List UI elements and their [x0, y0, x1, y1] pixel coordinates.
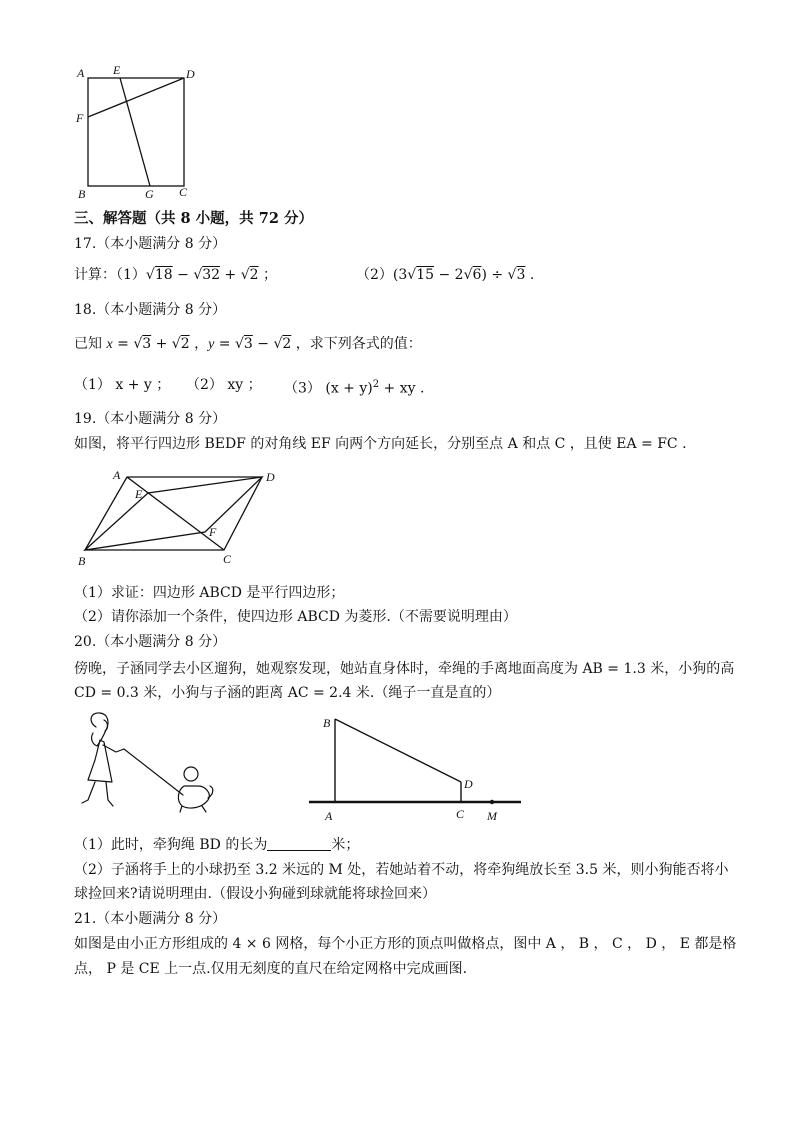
- punct: ；: [258, 267, 277, 283]
- label-e: E: [135, 487, 143, 501]
- label-f: F: [76, 111, 84, 125]
- point-m: [490, 800, 494, 804]
- op: =: [214, 336, 235, 352]
- text: 米；: [331, 837, 360, 853]
- op: ): [481, 267, 487, 283]
- label-a: A: [325, 809, 333, 823]
- label-d: D: [464, 777, 473, 791]
- radicand: 3: [243, 336, 253, 352]
- punct: .: [525, 267, 535, 283]
- q21-line1: 如图是由小正方形组成的 4 × 6 网格，每个小正方形的顶点叫做格点，图中 A ， B ， C ， D ， E 都是格: [74, 936, 737, 952]
- label-a: A: [77, 66, 85, 80]
- q19-header: 19.（本小题满分 8 分）: [74, 411, 227, 427]
- q20-sub2a: （2）子涵将手上的小球扔至 3.2 米远的 M 处，若她站着不动，将牵狗绳放长至 3.5 米，则小狗能否将小: [74, 862, 729, 878]
- label-m: M: [487, 809, 497, 823]
- label-e: E: [113, 63, 121, 77]
- op: =: [112, 336, 134, 352]
- op: +: [151, 336, 172, 352]
- label-d: D: [266, 470, 275, 484]
- q20-line1: 傍晚，子涵同学去小区遛狗，她观察发现，她站直身体时，牵绳的手离地面高度为 AB = 1.3 米，小狗的高: [74, 661, 735, 677]
- radicand: 15: [416, 267, 435, 283]
- var-x: x: [106, 337, 113, 352]
- text: 已知: [74, 336, 107, 352]
- q17-intro: 计算：（1）: [74, 267, 146, 283]
- var-y: y: [208, 337, 215, 352]
- exponent: 2: [372, 379, 380, 390]
- q19-sub2: （2）请你添加一个条件，使四边形 ABCD 为菱形.（不需要说明理由）: [74, 609, 517, 625]
- label-b: B: [323, 716, 331, 730]
- label-c: C: [456, 807, 465, 821]
- label-b: B: [78, 554, 86, 568]
- q17-part1: 计算：（1）√18 − √32 + √2 ；: [74, 267, 277, 283]
- text: （1）此时，牵狗绳 BD 的长为: [74, 837, 268, 853]
- radicand: 32: [202, 267, 221, 283]
- q18-item2: （2） xy ；: [186, 377, 262, 393]
- q17-part2: （2）(3√15 − 2√6) ÷ √3 .: [356, 267, 535, 283]
- text: ，求下列各式的值：: [291, 336, 422, 352]
- op: −: [252, 336, 274, 352]
- punct: ，: [189, 336, 209, 352]
- q20-header: 20.（本小题满分 8 分）: [74, 634, 227, 650]
- radicand: 3: [516, 267, 526, 283]
- q20-sub2b: 球捡回来?请说明理由.（假设小狗碰到球就能将球捡回来）: [74, 886, 436, 902]
- radicand: 18: [154, 267, 173, 283]
- op: +: [220, 267, 241, 283]
- label-c: C: [179, 185, 188, 199]
- text: + xy .: [379, 380, 425, 397]
- q20-line2: CD = 0.3 米，小狗与子涵的距离 AC = 2.4 米.（绳子一直是直的）: [74, 685, 501, 701]
- op: (3: [392, 267, 408, 283]
- label-f: F: [209, 525, 217, 539]
- op: − 2: [434, 267, 464, 283]
- q18-line1: 已知 x = √3 + √2 ，y = √3 − √2 ，求下列各式的值：: [74, 336, 422, 352]
- label-b: B: [78, 187, 86, 201]
- q17-p2-label: （2）: [356, 267, 393, 283]
- label-d: D: [186, 67, 195, 81]
- label-g: G: [145, 187, 154, 201]
- q17-header: 17.（本小题满分 8 分）: [74, 236, 227, 252]
- radicand: 3: [142, 336, 152, 352]
- q21-line2: 点， P 是 CE 上一点.仅用无刻度的直尺在给定网格中完成画图.: [74, 961, 468, 977]
- q18-header: 18.（本小题满分 8 分）: [74, 302, 227, 318]
- radicand: 6: [472, 267, 482, 283]
- radicand: 2: [249, 267, 259, 283]
- radicand: 2: [282, 336, 292, 352]
- label-c: C: [223, 552, 232, 566]
- q19-sub1: （1）求证：四边形 ABCD 是平行四边形；: [74, 585, 345, 601]
- q19-stem: 如图，将平行四边形 BEDF 的对角线 EF 向两个方向延长，分别至点 A 和点 C ，且使 EA = FC .: [74, 436, 687, 452]
- label-a: A: [113, 468, 121, 482]
- radicand: 2: [180, 336, 190, 352]
- op: ÷: [486, 267, 508, 283]
- q20-sub1: [74, 835, 359, 855]
- section-title: 三、解答题（共 8 小题，共 72 分）: [74, 210, 313, 227]
- q21-header: 21.（本小题满分 8 分）: [74, 911, 227, 927]
- text: （3） (x + y): [284, 380, 373, 397]
- segment-bd: [335, 719, 461, 782]
- answer-blank[interactable]: [267, 836, 331, 851]
- op: −: [172, 267, 194, 283]
- q18-item1: （1） x + y ；: [74, 377, 171, 393]
